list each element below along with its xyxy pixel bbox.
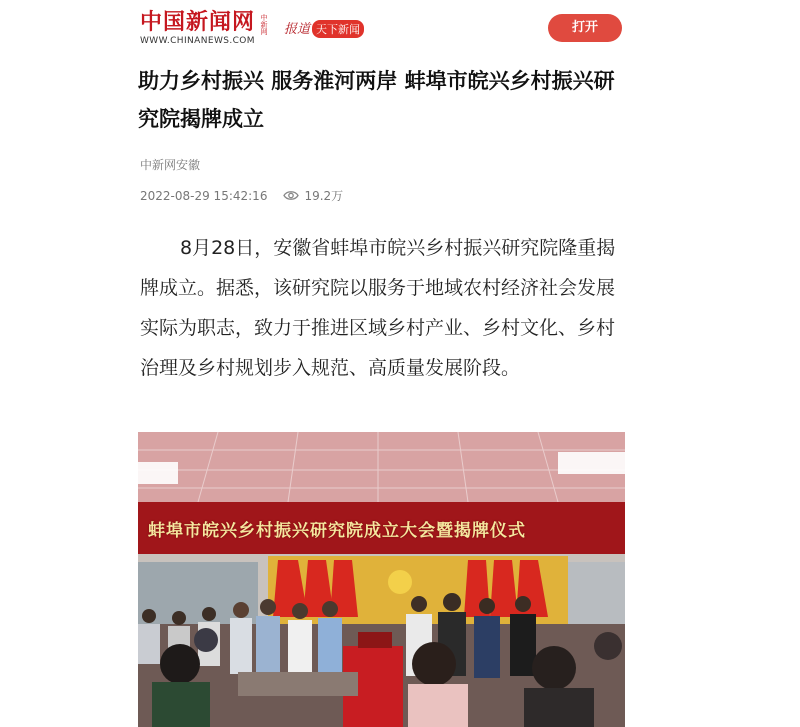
- article-meta: [140, 187, 343, 204]
- photo-scene: [138, 432, 625, 727]
- open-app-button[interactable]: 打开: [548, 14, 622, 42]
- article-title: 助力乡村振兴 服务淮河两岸 蚌埠市皖兴乡村振兴研究院揭牌成立: [138, 69, 615, 131]
- slogan-badge: 天下新闻: [312, 20, 364, 38]
- publish-datetime: 2022-08-29 15:42:16: [140, 188, 268, 203]
- article-source[interactable]: 中新网安徽: [140, 158, 201, 172]
- article-page: [138, 0, 625, 727]
- top-header: [138, 0, 625, 56]
- brand-sub: 中新网: [260, 14, 268, 35]
- article-body: 8月28日，安徽省蚌埠市皖兴乡村振兴研究院隆重揭牌成立。据悉，该研究院以服务于地域农村经济社会发展实际为职志，致力于推进区域乡村产业、乡村文化、乡村治理及乡村规划步入规范、高质量发展阶段。: [140, 237, 616, 379]
- brand-logo[interactable]: [140, 9, 268, 46]
- slogan: [284, 18, 364, 38]
- article-photo[interactable]: [138, 432, 625, 727]
- view-count: [283, 187, 343, 204]
- eye-icon: [283, 190, 299, 201]
- brand-name: 中国新闻网: [140, 9, 256, 35]
- photo-banner-text: 蚌埠市皖兴乡村振兴研究院成立大会暨揭牌仪式: [148, 521, 526, 541]
- brand-url: WWW.CHINANEWS.COM: [140, 36, 255, 46]
- view-count-value: 19.2万: [304, 189, 344, 203]
- slogan-text: 报道: [284, 22, 311, 37]
